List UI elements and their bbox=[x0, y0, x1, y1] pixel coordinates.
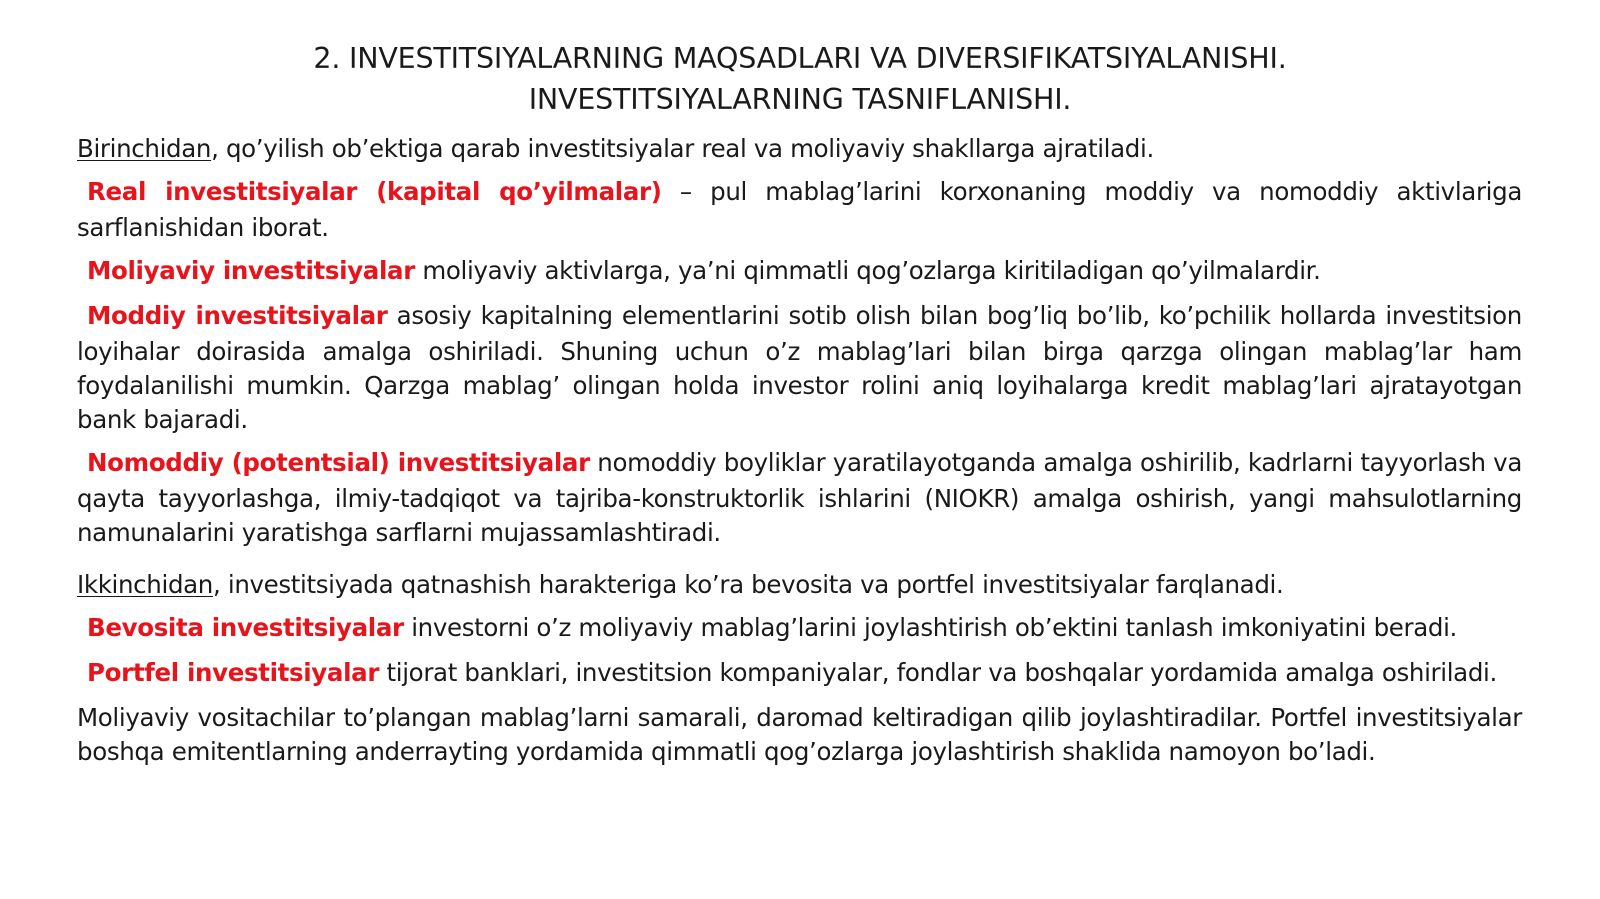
bullet-text: moliyaviy aktivlarga, ya’ni qimmatli qog’ozlarga kiritiladigan qo’yilmalardir. bbox=[414, 256, 1321, 285]
bullet-bevosita-investitsiyalar bbox=[77, 611, 1522, 647]
highlighted-term: Portfel investitsiyalar bbox=[87, 658, 380, 687]
highlighted-term: Bevosita investitsiyalar bbox=[87, 613, 404, 642]
highlighted-term: Moddiy investitsiyalar bbox=[87, 301, 388, 330]
paragraph-text: , investitsiyada qatnashish harakteriga ko’ra bevosita va portfel investitsiyalar farqlanadi. bbox=[212, 570, 1284, 599]
slide-body bbox=[77, 132, 1522, 778]
bullet-text: tijorat banklari, investitsion kompaniyalar, fondlar va boshqalar yordamida amalga oshiriladi. bbox=[379, 658, 1497, 687]
paragraph-lead: Ikkinchidan bbox=[77, 570, 213, 599]
bullet-text: investorni o’z moliyaviy mablag’larini joylashtirish ob’ektini tanlash imkoniyatini beradi. bbox=[403, 613, 1457, 642]
bullet-moliyaviy-investitsiyalar bbox=[77, 254, 1522, 290]
bullet-text: nomoddiy boyliklar yaratilayotganda amalga oshirilib, kadrlarni tayyorlash va qayta tayyorlashga, ilmiy-tadqiqot va tajriba-konstruktorlik ishlarini (NIOKR) amalga oshirish, yangi mahsulotlarning namunalarini yaratishga sarflarni mujassamlashtiradi. bbox=[77, 448, 1522, 547]
highlighted-term: Nomoddiy (potentsial) investitsiyalar bbox=[87, 448, 590, 477]
bullet-portfel-investitsiyalar bbox=[77, 656, 1522, 692]
bullet-text: – pul mablag’larini korxonaning moddiy va nomoddiy aktivlariga sarflanishidan iborat. bbox=[77, 177, 1522, 242]
highlighted-term: Real investitsiyalar (kapital qo’yilmalar) bbox=[87, 177, 662, 206]
title-line-2: INVESTITSIYALARNING TASNIFLANISHI. bbox=[528, 83, 1072, 116]
bullet-real-investitsiyalar bbox=[77, 175, 1522, 245]
paragraph-text: , qo’yilish ob’ektiga qarab investitsiyalar real va moliyaviy shakllarga ajratiladi. bbox=[211, 134, 1154, 163]
paragraph-moliyaviy-vositachilar: Moliyaviy vositachilar to’plangan mablag’larni samarali, daromad keltiradigan qilib joylashtiradilar. Portfel investitsiyalar boshqa emitentlarning anderrayting yordamida qimmatli qog’ozlarga joylashtirish shaklida namoyon bo’ladi. bbox=[77, 703, 1522, 766]
bullet-moddiy-investitsiyalar bbox=[77, 299, 1522, 437]
slide-title bbox=[0, 38, 1600, 120]
bullet-nomoddiy-investitsiyalar bbox=[77, 446, 1522, 550]
paragraph-ikkinchidan bbox=[77, 568, 1522, 602]
title-line-1: 2. INVESTITSIYALARNING MAQSADLARI VA DIVERSIFIKATSIYALANISHI. bbox=[313, 42, 1287, 75]
paragraph-lead: Birinchidan bbox=[77, 134, 212, 163]
bullet-text: asosiy kapitalning elementlarini sotib olish bilan bog’liq bo’lib, ko’pchilik hollarda investitsion loyihalar doirasida amalga oshiriladi. Shuning uchun o’z mablag’lari bilan birga qarzga olingan mablag’lar ham foydalanilishi mumkin. Qarzga mablag’ olingan holda investor rolini aniq loyihalarga kredit mablag’lari ajratayotgan bank bajaradi. bbox=[77, 301, 1522, 434]
highlighted-term: Moliyaviy investitsiyalar bbox=[87, 256, 415, 285]
paragraph-birinchidan bbox=[77, 132, 1522, 166]
